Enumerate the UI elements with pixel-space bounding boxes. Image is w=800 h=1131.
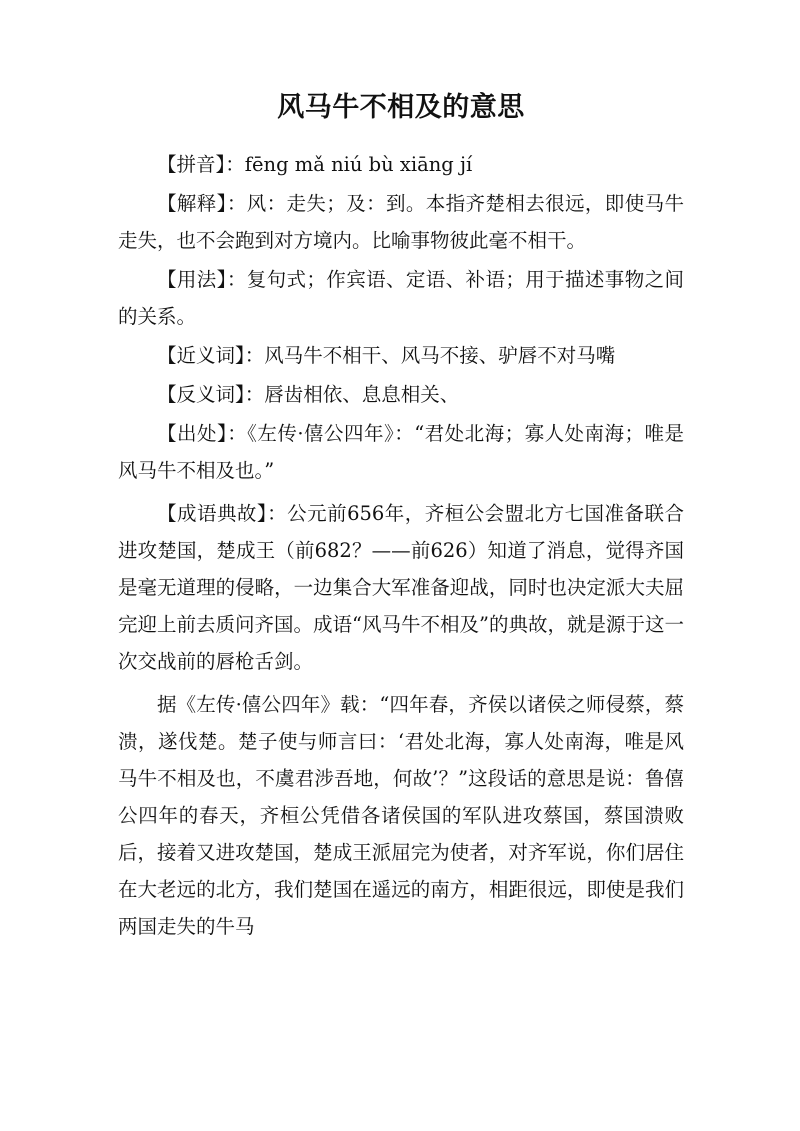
entry-text: 唇齿相依、息息相关、 [264,383,460,407]
entry-text: 复句式；作宾语、定语、补语；用于描述事物之间的关系。 [118,268,684,329]
entry-separator: ： [225,153,245,177]
entry-separator: ： [267,502,288,526]
entry-synonyms [118,337,684,374]
entry-label: 【反义词】 [157,383,245,407]
entry-text: 公元前656年，齐桓公会盟北方七国准备联合进攻楚国，楚成王（前682？——前626）知道了消息，觉得齐国是毫无道理的侵略，一边集合大军准备迎战，同时也决定派大夫屈完迎上前去质问齐国。成语“风马牛不相及”的典故，就是源于这一次交战前的唇枪舌剑。 [118,502,684,674]
entry-separator: ： [226,268,247,292]
entry-label: 【解释】 [157,192,227,216]
entry-usage [118,261,684,335]
document-page [118,92,684,945]
entry-label: 【近义词】 [157,344,245,368]
body-paragraph: 据《左传·僖公四年》载：“四年春，齐侯以诸侯之师侵蔡，蔡溃，遂伐楚。楚子使与师言曰：‘君处北海，寡人处南海，唯是风马牛不相及也，不虞君涉吾地，何故’？”这段话的意思是说：鲁僖公四年的春天，齐桓公凭借各诸侯国的军队进攻蔡国，蔡国溃败后，接着又进攻楚国，楚成王派屈完为使者，对齐军说，你们居住在大老远的北方，我们楚国在遥远的南方，相距很远，即使是我们两国走失的牛马 [118,693,684,939]
entry-text: 风：走失；及：到。本指齐楚相去很远，即使马牛走失，也不会跑到对方境内。比喻事物彼此毫不相干。 [118,192,684,253]
entry-label: 【用法】 [157,268,227,292]
entry-separator: ： [226,192,247,216]
entry-separator: ： [227,422,248,446]
entry-explanation [118,185,684,259]
entry-separator: ： [244,383,265,407]
entry-text: fēng mǎ niú bù xiāng jí [244,153,473,177]
entry-antonyms [118,376,684,413]
entry-story [118,495,684,680]
entry-pinyin [118,146,684,183]
entry-text: 风马牛不相干、风马不接、驴唇不对马嘴 [264,344,616,368]
entry-label: 【出处】 [157,422,228,446]
entry-source [118,415,684,489]
document-title: 风马牛不相及的意思 [277,92,525,123]
entry-text: 《左传·僖公四年》：“君处北海；寡人处南海；唯是风马牛不相及也。” [118,422,684,483]
entry-separator: ： [244,344,265,368]
entry-label: 【拼音】 [157,153,226,177]
entry-label: 【成语典故】 [157,502,268,526]
